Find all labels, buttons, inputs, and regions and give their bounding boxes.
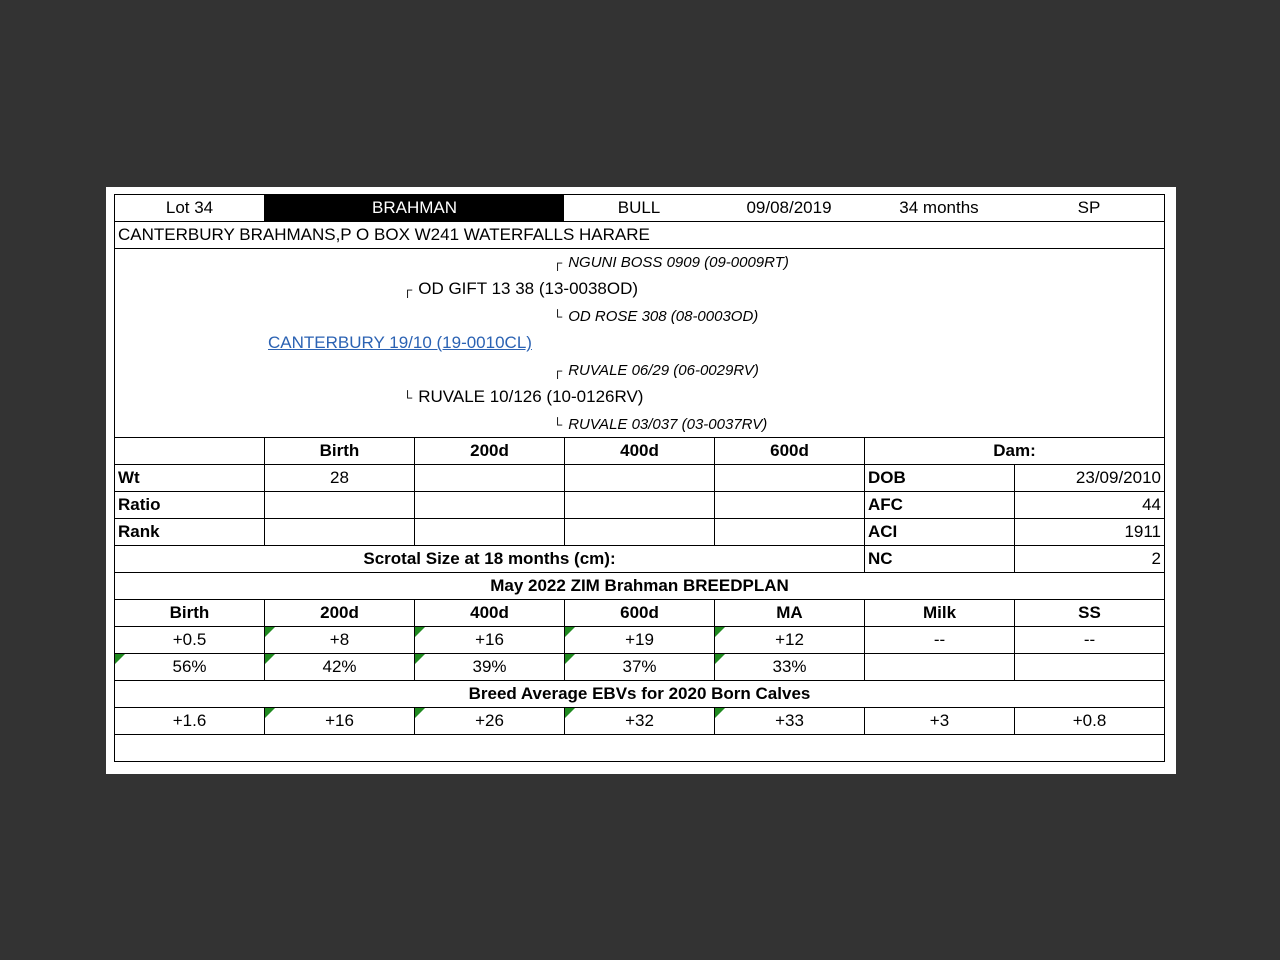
wt-600d (714, 465, 864, 491)
bracket-bottom-icon: └ (553, 309, 563, 324)
dam-stat-label: ACI (864, 519, 1014, 545)
animal-name-link[interactable]: CANTERBURY 19/10 (19-0010CL) (268, 333, 532, 352)
bracket-top-icon: ┌ (553, 255, 563, 270)
ratio-400d (564, 492, 714, 518)
col-birth: Birth (264, 438, 414, 464)
avg-400d: +26 (414, 708, 564, 734)
weights-header-row (114, 438, 1165, 465)
acc-birth: 56% (114, 654, 264, 680)
rank-600d (714, 519, 864, 545)
sire: ┌ OD GIFT 13 38 (13-0038OD) (403, 279, 639, 298)
col-600d: 600d (714, 438, 864, 464)
owner-row (114, 222, 1165, 249)
avg-milk: +3 (864, 708, 1014, 734)
status-label: SP (1014, 195, 1165, 221)
ebv-col-ma: MA (714, 600, 864, 626)
dam-stat-label: AFC (864, 492, 1014, 518)
table-row (114, 519, 1165, 546)
breed-average-row (114, 708, 1165, 735)
col-200d: 200d (414, 438, 564, 464)
ebv-birth: +0.5 (114, 627, 264, 653)
empty-row (114, 735, 1165, 762)
row-label: Wt (114, 465, 264, 491)
ratio-200d (414, 492, 564, 518)
ebv-ma: +12 (714, 627, 864, 653)
row-label: Ratio (114, 492, 264, 518)
owner-address: CANTERBURY BRAHMANS,P O BOX W241 WATERFALLS HARARE (114, 222, 1165, 248)
acc-ma: 33% (714, 654, 864, 680)
lot-sheet (106, 187, 1176, 774)
avg-200d: +16 (264, 708, 414, 734)
breed-average-title: Breed Average EBVs for 2020 Born Calves (114, 681, 1165, 707)
col-400d: 400d (564, 438, 714, 464)
breed-label: BRAHMAN (264, 195, 564, 221)
acc-400d: 39% (414, 654, 564, 680)
ebv-600d: +19 (564, 627, 714, 653)
row-label: Rank (114, 519, 264, 545)
acc-ss (1014, 654, 1165, 680)
wt-200d (414, 465, 564, 491)
bracket-bottom-icon: └ (403, 390, 413, 405)
wt-400d (564, 465, 714, 491)
sex-label: BULL (617, 198, 661, 217)
blank-cell (114, 438, 264, 464)
ebv-col-milk: Milk (864, 600, 1014, 626)
dam-sire: ┌ RUVALE 06/29 (06-0029RV) (553, 362, 759, 379)
bracket-top-icon: ┌ (403, 282, 413, 297)
breedplan-title-row (114, 573, 1165, 600)
dam-stat-value: 1911 (1014, 519, 1165, 545)
acc-200d: 42% (264, 654, 414, 680)
blank-cell (114, 735, 1165, 761)
ebv-col-600d: 600d (564, 600, 714, 626)
rank-400d (564, 519, 714, 545)
sire-sire: ┌ NGUNI BOSS 0909 (09-0009RT) (553, 254, 789, 271)
ebv-header-row (114, 600, 1165, 627)
wt-birth: 28 (264, 465, 414, 491)
dam-dam: └ RUVALE 03/037 (03-0037RV) (553, 416, 768, 433)
bracket-bottom-icon: └ (553, 417, 563, 432)
dam-stat-label: DOB (864, 465, 1014, 491)
dam-stat-value: 44 (1014, 492, 1165, 518)
bracket-top-icon: ┌ (553, 363, 563, 378)
dam-stat-value: 2 (1014, 546, 1165, 572)
breed-average-title-row (114, 681, 1165, 708)
table-row (114, 492, 1165, 519)
acc-milk (864, 654, 1014, 680)
ratio-600d (714, 492, 864, 518)
sire-dam: └ OD ROSE 308 (08-0003OD) (553, 308, 759, 325)
dam: └ RUVALE 10/126 (10-0126RV) (403, 387, 644, 406)
ratio-birth (264, 492, 414, 518)
breedplan-title: May 2022 ZIM Brahman BREEDPLAN (114, 573, 1165, 599)
lot-table (114, 194, 1165, 762)
dam-stat-label: NC (864, 546, 1014, 572)
ebv-col-ss: SS (1014, 600, 1165, 626)
ebv-milk: -- (864, 627, 1014, 653)
avg-600d: +32 (564, 708, 714, 734)
ebv-col-birth: Birth (114, 600, 264, 626)
accuracy-row (114, 654, 1165, 681)
dam-stat-value: 23/09/2010 (1014, 465, 1165, 491)
pedigree (114, 249, 1165, 438)
age-label: 34 months (899, 198, 979, 217)
ebv-col-200d: 200d (264, 600, 414, 626)
ebv-ss: -- (1014, 627, 1165, 653)
ebv-values-row (114, 627, 1165, 654)
table-row (114, 546, 1165, 573)
ebv-200d: +8 (264, 627, 414, 653)
ebv-400d: +16 (414, 627, 564, 653)
header-row (114, 194, 1165, 222)
birth-date: 09/08/2019 (746, 198, 832, 217)
rank-birth (264, 519, 414, 545)
acc-600d: 37% (564, 654, 714, 680)
rank-200d (414, 519, 564, 545)
dam-heading: Dam: (864, 438, 1165, 464)
table-row (114, 465, 1165, 492)
ebv-col-400d: 400d (414, 600, 564, 626)
avg-birth: +1.6 (114, 708, 264, 734)
scrotal-size-label: Scrotal Size at 18 months (cm): (114, 546, 864, 572)
avg-ss: +0.8 (1014, 708, 1165, 734)
lot-number: Lot 34 (114, 195, 264, 221)
avg-ma: +33 (714, 708, 864, 734)
